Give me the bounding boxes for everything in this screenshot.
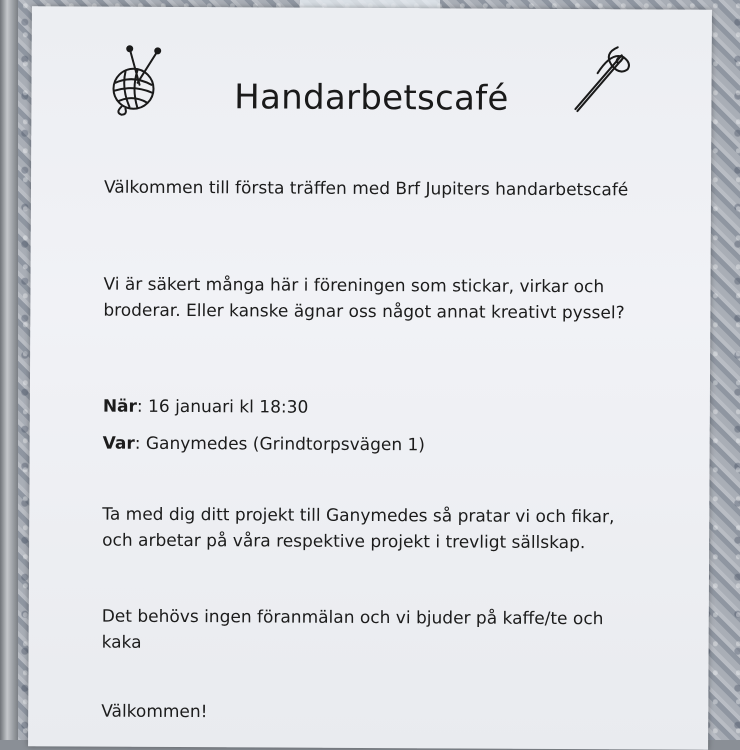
where-line: [103, 431, 643, 460]
intro-paragraph: Välkommen till första träffen med Brf Jupiters handarbetscafé: [103, 177, 629, 201]
when-value: : 16 januari kl 18:30: [136, 396, 309, 418]
question-paragraph: Vi är säkert många här i föreningen som stickar, virkar och broderar. Eller kanske ägnar oss något annat kreativt pyssel?: [103, 274, 625, 324]
closing-line: Välkommen!: [101, 701, 208, 723]
when-label: När: [102, 396, 137, 417]
poster-sheet: [28, 6, 712, 750]
poster-title: Handarbetscafé: [234, 77, 509, 119]
no-signup-paragraph: Det behövs ingen föranmälan och vi bjuder på kaffe/te och kaka: [101, 606, 604, 653]
metal-frame: [0, 0, 18, 740]
bring-paragraph: Ta med dig ditt projekt till Ganymedes så pratar vi och fikar, och arbetar på våra respektive projekt i trevligt sällskap.: [102, 504, 615, 554]
when-line: [103, 394, 643, 423]
where-value: : Ganymedes (Grindtorpsvägen 1): [134, 433, 426, 456]
where-label: Var: [102, 433, 135, 454]
